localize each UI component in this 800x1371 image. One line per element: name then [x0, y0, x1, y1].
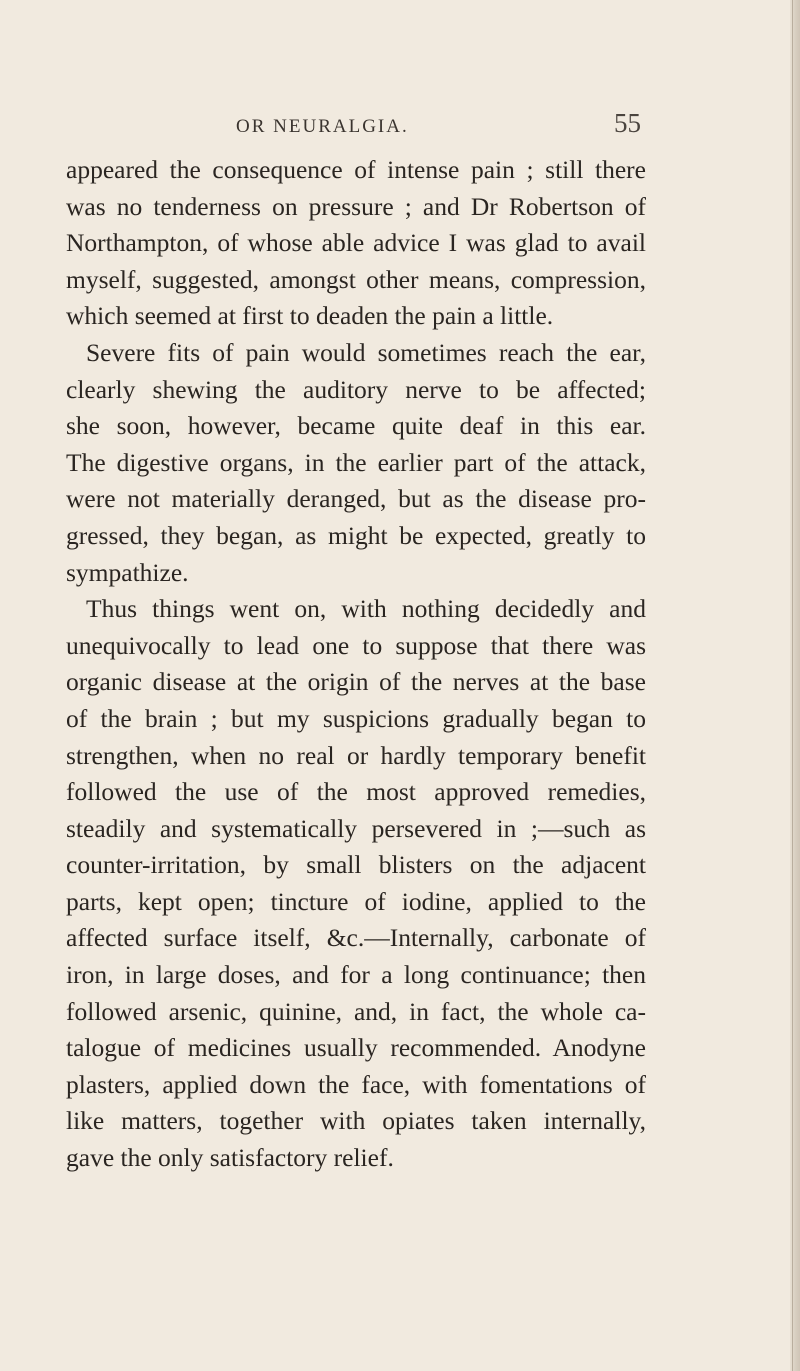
text-line: steadily and systematically persevered in ;—such as	[66, 813, 646, 843]
text-line: followed the use of the most approved remedies,	[66, 777, 646, 807]
text-line: parts, kept open; tincture of iodine, applied to the	[66, 886, 646, 916]
text-line: of the brain ; but my suspicions gradually began to	[66, 703, 646, 733]
text-line: plasters, applied down the face, with fomentations of	[66, 1069, 646, 1099]
page-header	[0, 108, 800, 148]
running-head: OR NEURALGIA.	[236, 116, 409, 137]
text-line: sympathize.	[66, 557, 189, 587]
page-number: 55	[614, 108, 641, 138]
text-line: like matters, together with opiates taken internally,	[66, 1106, 646, 1136]
text-line: she soon, however, became quite deaf in this ear.	[66, 411, 646, 441]
text-line: affected surface itself, &c.—Internally, carbonate of	[66, 923, 646, 953]
text-line: counter-irritation, by small blisters on the adjacent	[66, 850, 646, 880]
text-line: talogue of medicines usually recommended. Anodyne	[66, 1033, 646, 1063]
text-line: organic disease at the origin of the nerves at the base	[66, 667, 646, 697]
text-line: Thus things went on, with nothing decidedly and	[86, 594, 646, 624]
text-line: unequivocally to lead one to suppose that there was	[66, 630, 646, 660]
body-text	[66, 152, 646, 1177]
text-line: gave the only satisfactory relief.	[66, 1143, 394, 1173]
text-line: strengthen, when no real or hardly temporary benefit	[66, 740, 646, 770]
text-line: Northampton, of whose able advice I was glad to avail	[66, 228, 646, 258]
text-line: followed arsenic, quinine, and, in fact, the whole ca-	[66, 996, 646, 1026]
text-line: iron, in large doses, and for a long continuance; then	[66, 960, 646, 990]
text-line: appeared the consequence of intense pain ; still there	[66, 155, 646, 184]
text-line: which seemed at first to deaden the pain a little.	[66, 301, 554, 331]
text-line: gressed, they began, as might be expected, greatly to	[66, 520, 646, 550]
text-line: clearly shewing the auditory nerve to be affected;	[66, 374, 646, 404]
text-line: were not materially deranged, but as the disease pro-	[66, 484, 646, 514]
text-line: was no tenderness on pressure ; and Dr Robertson of	[66, 191, 646, 221]
text-line: myself, suggested, amongst other means, compression,	[66, 264, 646, 294]
text-line: Severe fits of pain would sometimes reach the ear,	[86, 337, 646, 367]
page-edge-line	[792, 0, 793, 1371]
text-line: The digestive organs, in the earlier part of the attack,	[66, 447, 646, 477]
